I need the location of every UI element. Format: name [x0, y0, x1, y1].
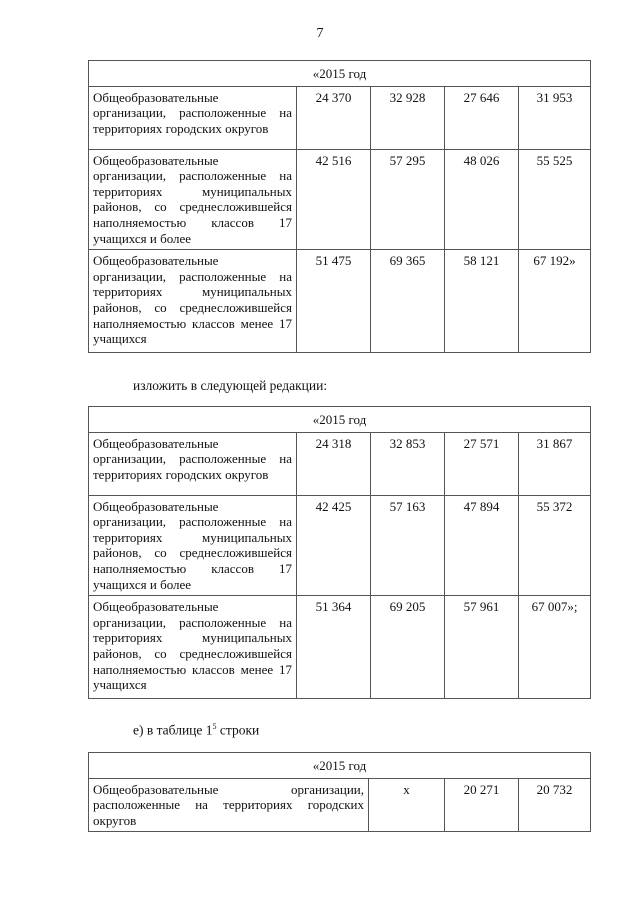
table-row [89, 432, 591, 495]
cell: 31 867 [519, 432, 591, 495]
row-label: Общеобразовательные организации, расположенные на территориях муниципальных районов, со среднесложившейся наполняемостью классов менее 17 учащихся [89, 250, 297, 353]
page-number: 7 [316, 26, 324, 41]
table-2-header: «2015 год [89, 407, 591, 433]
cell: 27 646 [445, 86, 519, 149]
table-row [89, 495, 591, 596]
cell: 42 425 [297, 495, 371, 596]
cell: 20 732 [519, 778, 591, 832]
row-label: Общеобразовательные организации, расположенные на территориях городских округов [89, 432, 297, 495]
row-label: Общеобразовательные организации, расположенные на территориях муниципальных районов, со среднесложившейся наполняемостью классов менее 17 учащихся [89, 596, 297, 699]
table-row [89, 778, 591, 832]
cell: 31 953 [519, 86, 591, 149]
cell: 51 475 [297, 250, 371, 353]
cell: 57 961 [445, 596, 519, 699]
cell: 55 525 [519, 149, 591, 250]
cell: 32 928 [371, 86, 445, 149]
paragraph-text: е) в таблице 1 [133, 722, 213, 738]
row-label: Общеобразовательные организации, расположенные на территориях городских округов [89, 86, 297, 149]
superscript: 5 [212, 722, 217, 731]
row-label: Общеобразовательные организации, расположенные на территориях городских округов [89, 778, 369, 832]
cell: 27 571 [445, 432, 519, 495]
cell: 24 318 [297, 432, 371, 495]
table-2 [88, 406, 591, 699]
cell: 24 370 [297, 86, 371, 149]
cell: 57 163 [371, 495, 445, 596]
row-label: Общеобразовательные организации, расположенные на территориях муниципальных районов, со среднесложившейся наполняемостью классов 17 учащихся и более [89, 149, 297, 250]
cell: 67 192» [519, 250, 591, 353]
paragraph-table-ref [133, 722, 259, 739]
table-row [89, 250, 591, 353]
table-row [89, 86, 591, 149]
cell: х [369, 778, 445, 832]
cell: 51 364 [297, 596, 371, 699]
cell: 67 007»; [519, 596, 591, 699]
cell: 47 894 [445, 495, 519, 596]
cell: 55 372 [519, 495, 591, 596]
cell: 69 205 [371, 596, 445, 699]
paragraph-instruction: изложить в следующей редакции: [133, 378, 328, 393]
cell: 48 026 [445, 149, 519, 250]
cell: 69 365 [371, 250, 445, 353]
table-row [89, 596, 591, 699]
cell: 32 853 [371, 432, 445, 495]
cell: 20 271 [445, 778, 519, 832]
cell: 42 516 [297, 149, 371, 250]
table-1 [88, 60, 591, 353]
table-row [89, 149, 591, 250]
table-1-header: «2015 год [89, 61, 591, 87]
cell: 58 121 [445, 250, 519, 353]
row-label: Общеобразовательные организации, расположенные на территориях муниципальных районов, со среднесложившейся наполняемостью классов 17 учащихся и более [89, 495, 297, 596]
table-3 [88, 752, 591, 832]
cell: 57 295 [371, 149, 445, 250]
table-3-header: «2015 год [89, 753, 591, 779]
paragraph-text: строки [216, 722, 260, 738]
